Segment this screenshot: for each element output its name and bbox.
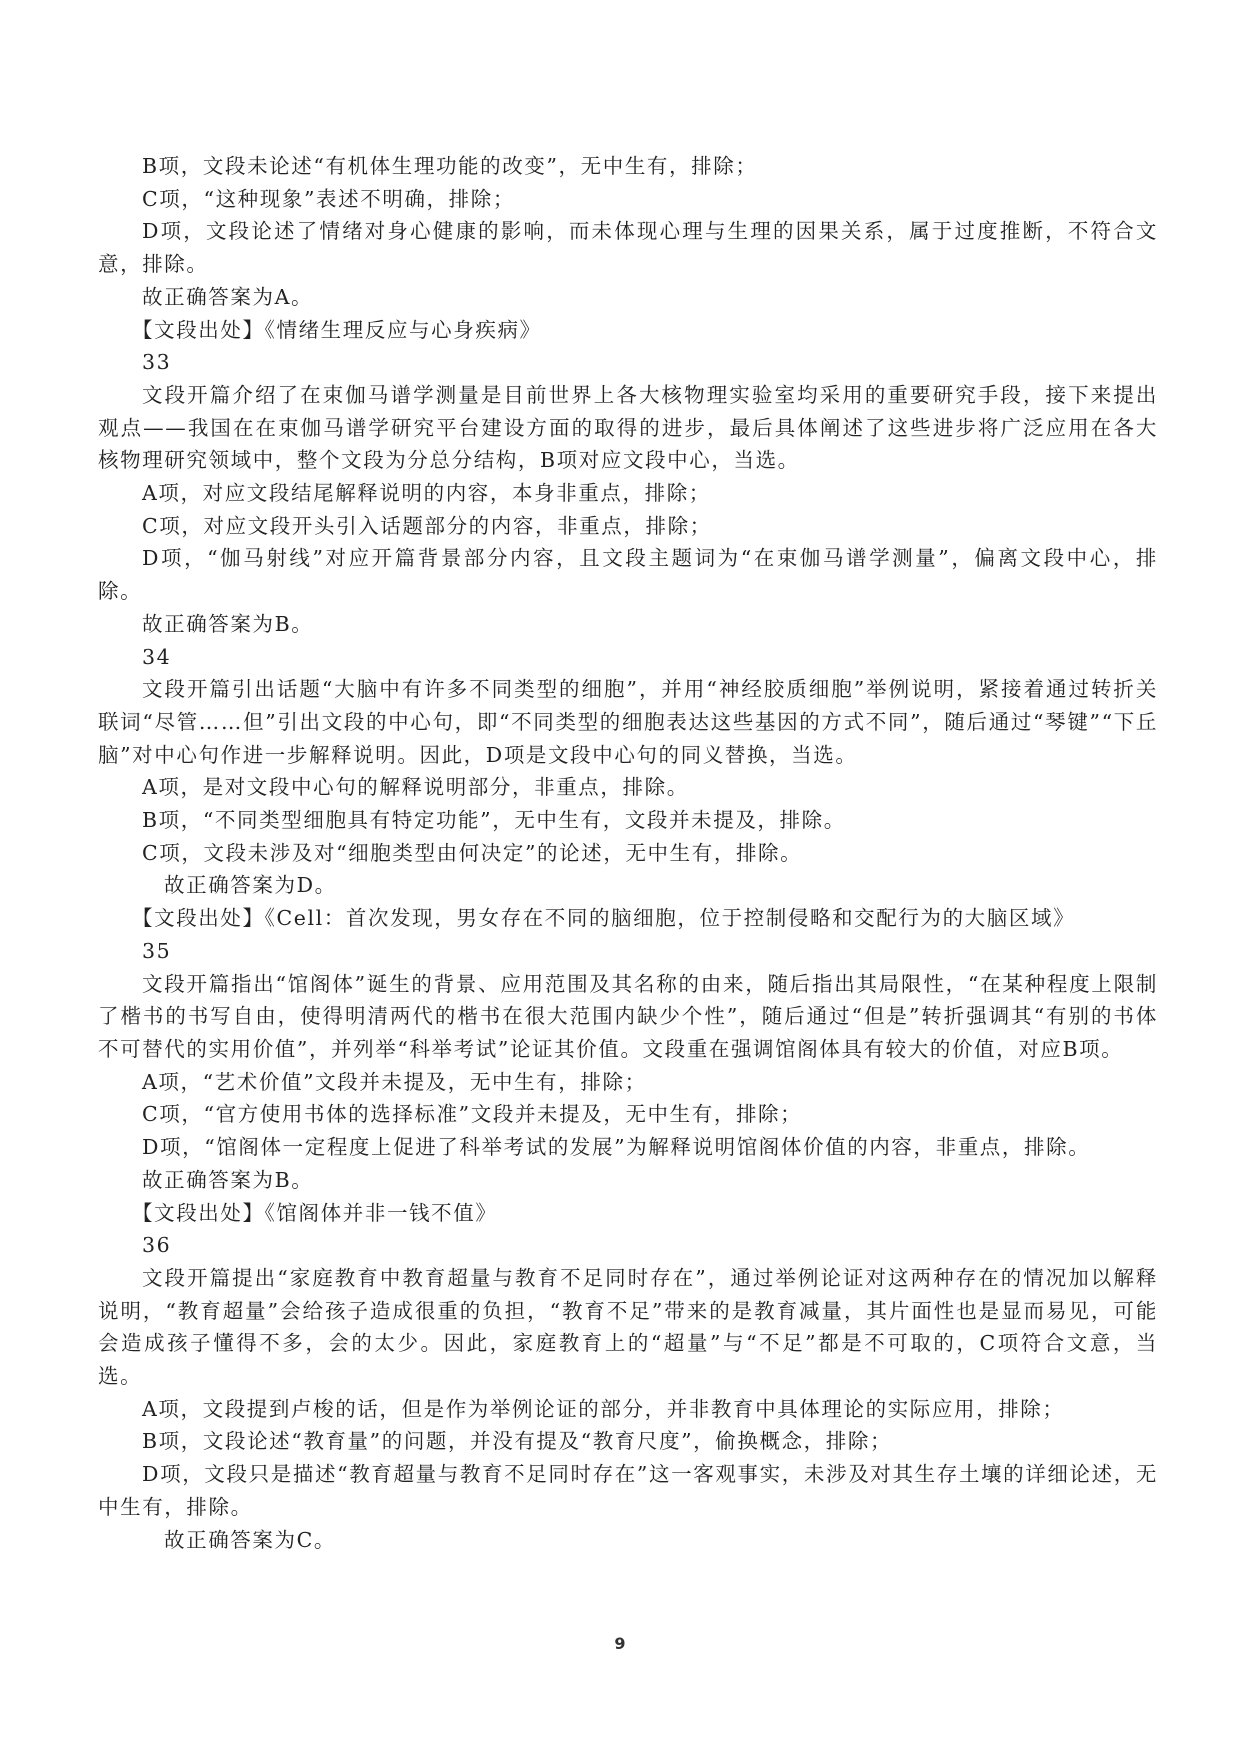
paragraph: C项，“这种现象”表述不明确，排除； [142, 186, 515, 211]
paragraph: B项，“不同类型细胞具有特定功能”，无中生有，文段并未提及，排除。 [142, 808, 846, 833]
paragraph: 文段开篇介绍了在束伽马谱学测量是目前世界上各大核物理实验室均采用的重要研究手段，接下来提出观点——我国在在束伽马谱学研究平台建设方面的取得的进步，最后具体阐述了这些进步将广泛应用在各大核物理研究领域中，整个文段为分总分结构，B项对应文段中心，当选。 [98, 382, 1158, 473]
paragraph: D项，“馆阁体一定程度上促进了科举考试的发展”为解释说明馆阁体价值的内容，非重点，排除。 [142, 1135, 1091, 1160]
paragraph: 故正确答案为B。 [142, 611, 314, 636]
paragraph: D项，“伽马射线”对应开篇背景部分内容，且文段主题词为“在束伽马谱学测量”，偏离文段中心，排除。 [98, 546, 1158, 604]
question-number: 35 [142, 938, 172, 963]
question-number: 33 [142, 350, 172, 375]
paragraph: C项，文段未涉及对“细胞类型由何决定”的论述，无中生有，排除。 [142, 840, 803, 865]
source-citation: 【文段出处】《情绪生理反应与心身疾病》 [132, 317, 542, 342]
paragraph: C项，“官方使用书体的选择标准”文段并未提及，无中生有，排除； [142, 1102, 803, 1127]
paragraph: 文段开篇指出“馆阁体”诞生的背景、应用范围及其名称的由来，随后指出其局限性，“在某种程度上限制了楷书的书写自由，使得明清两代的楷书在很大范围内缺少个性”，随后通过“但是”转折强调其“有别的书体不可替代的实用价值”，并列举“科举考试”论证其价值。文段重在强调馆阁体具有较大的价值，对应B项。 [98, 971, 1158, 1061]
paragraph: D项，文段只是描述“教育超量与教育不足同时存在”这一客观事实，未涉及对其生存土壤的详细论述，无中生有，排除。 [98, 1462, 1158, 1519]
paragraph: 文段开篇提出“家庭教育中教育超量与教育不足同时存在”，通过举例论证对这两种存在的情况加以解释说明，“教育超量”会给孩子造成很重的负担，“教育不足”带来的是教育减量，其片面性也是显而易见，可能会造成孩子懂得不多，会的太少。因此，家庭教育上的“超量”与“不足”都是不可取的，C项符合文意，当选。 [98, 1265, 1158, 1389]
paragraph: 故正确答案为B。 [142, 1167, 314, 1192]
paragraph: A项，是对文段中心句的解释说明部分，非重点，排除。 [142, 775, 689, 800]
paragraph: A项，文段提到卢梭的话，但是作为举例论证的部分，并非教育中具体理论的实际应用，排除； [142, 1396, 1065, 1421]
page-number: 9 [614, 1634, 626, 1653]
paragraph: 文段开篇引出话题“大脑中有许多不同类型的细胞”，并用“神经胶质细胞”举例说明，紧接着通过转折关联词“尽管……但”引出文段的中心句，即“不同类型的细胞表达这些基因的方式不同”，随后通过“琴键”“下丘脑”对中心句作进一步解释说明。因此，D项是文段中心句的同义替换，当选。 [98, 677, 1158, 767]
document-body [98, 150, 1158, 1556]
paragraph: C项，对应文段开头引入话题部分的内容，非重点，排除； [142, 513, 712, 538]
question-number: 34 [142, 644, 172, 669]
paragraph: 故正确答案为A。 [142, 284, 314, 309]
paragraph: 故正确答案为C。 [164, 1527, 336, 1552]
source-citation: 【文段出处】《馆阁体并非一钱不值》 [132, 1200, 498, 1225]
paragraph: B项，文段未论述“有机体生理功能的改变”，无中生有，排除； [142, 154, 758, 178]
paragraph: D项，文段论述了情绪对身心健康的影响，而未体现心理与生理的因果关系，属于过度推断，不符合文意，排除。 [98, 219, 1158, 277]
paragraph: A项，对应文段结尾解释说明的内容，本身非重点，排除； [142, 481, 711, 506]
source-citation: 【文段出处】《Cell：首次发现，男女存在不同的脑细胞，位于控制侵略和交配行为的大脑区域》 [132, 906, 1076, 931]
question-number: 36 [142, 1233, 172, 1258]
paragraph: B项，文段论述“教育量”的问题，并没有提及“教育尺度”，偷换概念，排除； [142, 1429, 893, 1454]
paragraph: 故正确答案为D。 [164, 873, 337, 898]
paragraph: A项，“艺术价值”文段并未提及，无中生有，排除； [142, 1069, 647, 1094]
